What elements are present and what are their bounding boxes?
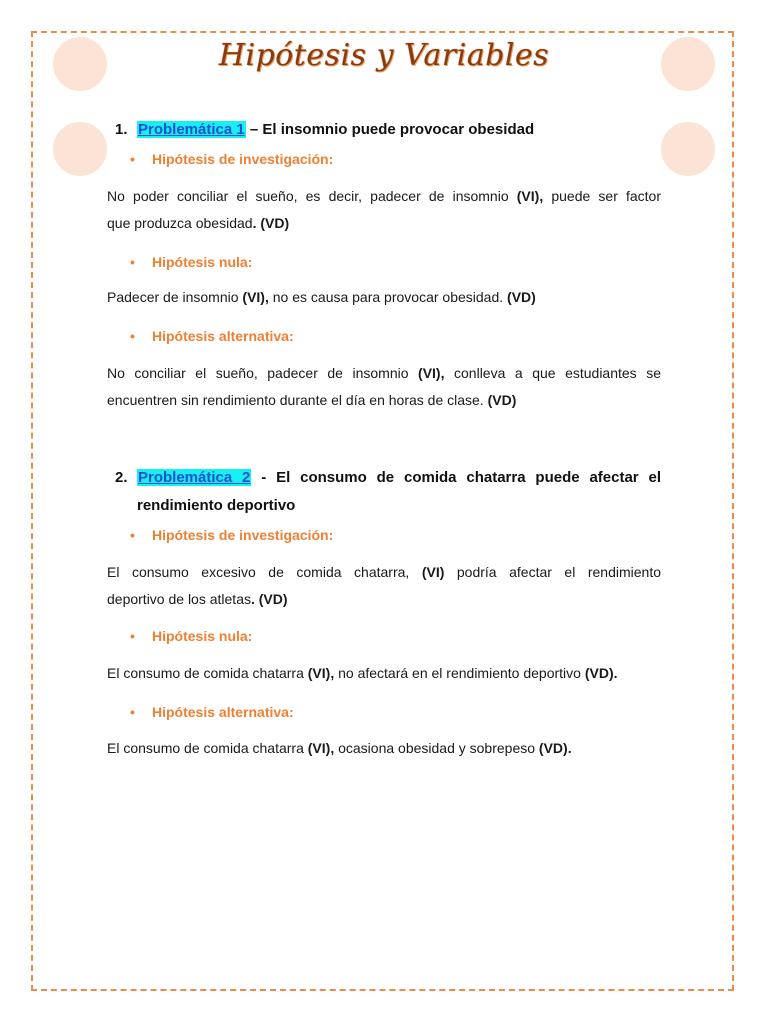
problem-2-research-text xyxy=(107,559,661,613)
problem-1-null-label: Hipótesis nula: xyxy=(152,254,253,270)
bullet-icon: • xyxy=(130,328,135,344)
text: No conciliar el sueño, padecer de insomnio xyxy=(107,365,419,381)
text: no es causa para provocar obesidad. xyxy=(268,289,508,305)
problem-2-alt-label: Hipótesis alternativa: xyxy=(152,704,294,720)
text: que produzca obesidad xyxy=(107,215,253,231)
problem-2-research-label: Hipótesis de investigación: xyxy=(152,527,334,543)
variable-vi: (VI), xyxy=(307,740,335,756)
problem-1-alt-bullet xyxy=(130,328,294,344)
text: El consumo de comida chatarra xyxy=(107,665,308,681)
problem-2-heading xyxy=(115,464,661,520)
text: ocasiona obesidad y sobrepeso xyxy=(334,740,539,756)
bullet-icon: • xyxy=(130,527,135,543)
text: podría afectar el rendimiento xyxy=(444,564,662,580)
variable-vd: . (VD) xyxy=(252,215,290,231)
variable-vi: (VI), xyxy=(516,188,544,204)
problem-1-research-bullet xyxy=(130,151,333,167)
variable-vd: . (VD) xyxy=(250,591,288,607)
problem-2-research-bullet xyxy=(130,527,333,543)
problem-2-null-bullet xyxy=(130,628,252,644)
problem-1-alt-text xyxy=(107,360,661,414)
problem-1-research-text xyxy=(107,183,661,237)
decor-circle-mid-left xyxy=(53,122,107,176)
problem-1-alt-label: Hipótesis alternativa: xyxy=(152,328,294,344)
problem-1-label: Problemática 1 xyxy=(138,121,245,138)
text: El consumo excesivo de comida chatarra, xyxy=(107,564,422,580)
problem-2-statement: - El consumo de comida chatarra puede afectar el xyxy=(251,469,661,486)
page-title: Hipótesis y Variables xyxy=(218,38,550,73)
problem-1-null-text xyxy=(107,284,661,311)
text: El consumo de comida chatarra xyxy=(107,740,308,756)
text: no afectará en el rendimiento deportivo xyxy=(334,665,585,681)
problem-1-statement: – El insomnio puede provocar obesidad xyxy=(245,121,535,138)
bullet-icon: • xyxy=(130,254,135,270)
variable-vd: (VD) xyxy=(487,392,517,408)
variable-vi: (VI), xyxy=(418,365,445,381)
problem-1-number: 1. xyxy=(115,121,128,138)
bullet-icon: • xyxy=(130,151,135,167)
problem-2-alt-text xyxy=(107,735,661,762)
text: conlleva a que estudiantes se xyxy=(444,365,661,381)
text: Padecer de insomnio xyxy=(107,289,243,305)
bullet-icon: • xyxy=(130,704,135,720)
problem-1-research-label: Hipótesis de investigación: xyxy=(152,151,334,167)
variable-vd: (VD) xyxy=(507,289,536,305)
problem-2-null-text xyxy=(107,660,661,687)
text: deportivo de los atletas xyxy=(107,591,251,607)
text: encuentren sin rendimiento durante el día en horas de clase. xyxy=(107,392,488,408)
problem-2-label: Problemática 2 xyxy=(138,469,251,486)
problem-2-alt-bullet xyxy=(130,704,294,720)
problem-1-null-bullet xyxy=(130,254,252,270)
variable-vi: (VI), xyxy=(307,665,335,681)
problem-1-heading xyxy=(115,116,534,144)
decor-circle-mid-right xyxy=(661,122,715,176)
text: puede ser factor xyxy=(543,188,662,204)
problem-2-null-label: Hipótesis nula: xyxy=(152,628,253,644)
variable-vi: (VI), xyxy=(242,289,269,305)
problem-2-number: 2. xyxy=(115,469,128,486)
problem-2-statement-line2: rendimiento deportivo xyxy=(137,497,296,514)
variable-vd: (VD). xyxy=(538,740,572,756)
text: No poder conciliar el sueño, es decir, padecer de insomnio xyxy=(107,188,517,204)
variable-vd: (VD). xyxy=(584,665,618,681)
variable-vi: (VI) xyxy=(421,564,445,580)
bullet-icon: • xyxy=(130,628,135,644)
